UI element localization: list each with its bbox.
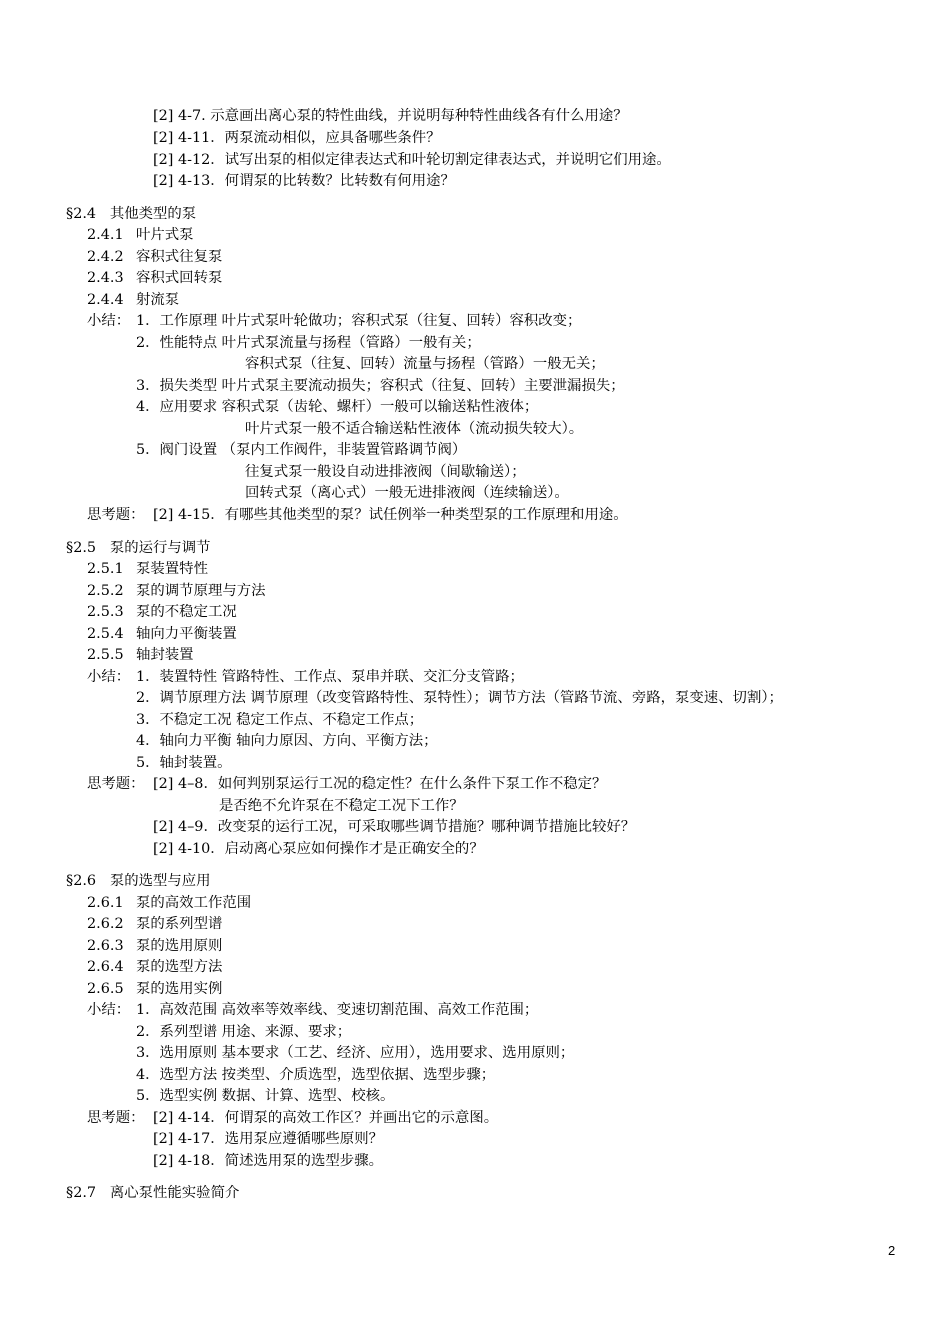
subsection-2-6-5: 2.6.5 泵的选用实例 [87,981,223,997]
summary-label: 小结： [87,669,131,685]
subsection-2-5-5: 2.5.5 轴封装置 [87,647,194,663]
summary-item-cont: 回转式泵（离心式）一般无进排液阀（连续输送）。 [245,485,569,501]
summary-item: 4．选型方法 按类型、介质选型，选型依据、选型步骤； [136,1067,496,1083]
think-label: 思考题： [87,1110,145,1126]
question-4-8-cont: 是否绝不允许泵在不稳定工况下工作？ [219,798,464,814]
subsection-2-5-1: 2.5.1 泵装置特性 [87,561,208,577]
summary-item: 1．工作原理 叶片式泵叶轮做功；容积式泵（往复、回转）容积改变； [136,313,582,329]
summary-item: 3．损失类型 叶片式泵主要流动损失；容积式（往复、回转）主要泄漏损失； [136,378,625,394]
subsection-2-4-2: 2.4.2 容积式往复泵 [87,249,223,265]
summary-item: 3．选用原则 基本要求（工艺、经济、应用），选用要求、选用原则； [136,1045,575,1061]
section-number: §2.5 [66,540,97,556]
summary-item-cont: 容积式泵（往复、回转）流量与扬程（管路）一般无关； [245,356,605,372]
subsection-2-6-4: 2.6.4 泵的选型方法 [87,959,223,975]
question-4-13: [2] 4-13．何谓泵的比转数？比转数有何用途？ [153,173,455,189]
summary-item: 1．高效范围 高效率等效率线、变速切割范围、高效工作范围； [136,1002,539,1018]
subsection-2-4-3: 2.4.3 容积式回转泵 [87,270,223,286]
question-4-18: [2] 4-18．简述选用泵的选型步骤。 [153,1153,383,1169]
summary-item: 1．装置特性 管路特性、工作点、泵串并联、交汇分支管路； [136,669,524,685]
subsection-2-5-3: 2.5.3 泵的不稳定工况 [87,604,237,620]
question-4-7: [2] 4-7. 示意画出离心泵的特性曲线，并说明每种特性曲线各有什么用途？ [153,108,628,124]
question-4-10: [2] 4-10．启动离心泵应如何操作才是正确安全的？ [153,841,484,857]
question-4-17: [2] 4-17．选用泵应遵循哪些原则？ [153,1131,383,1147]
question-4-11: [2] 4-11．两泵流动相似，应具备哪些条件？ [153,130,441,146]
question-4-15: [2] 4-15．有哪些其他类型的泵？试任例举一种类型泵的工作原理和用途。 [153,507,628,523]
subsection-2-4-1: 2.4.1 叶片式泵 [87,227,194,243]
summary-item: 2．性能特点 叶片式泵流量与扬程（管路）一般有关； [136,335,481,351]
summary-item: 2．系列型谱 用途、来源、要求； [136,1024,352,1040]
section-number: §2.4 [66,206,97,222]
summary-item: 4．应用要求 容积式泵（齿轮、螺杆）一般可以输送粘性液体； [136,399,539,415]
section-2-5-heading [66,538,211,558]
section-title: 离心泵性能实验简介 [109,1185,240,1201]
section-2-6-heading [66,871,211,891]
think-label: 思考题： [87,776,145,792]
section-number: §2.7 [66,1185,97,1201]
section-2-7-heading [66,1183,239,1203]
question-4-9: [2] 4–9．改变泵的运行工况，可采取哪些调节措施？哪种调节措施比较好？ [153,819,636,835]
section-2-4-heading [66,204,196,224]
think-label: 思考题： [87,507,145,523]
summary-item: 5．选型实例 数据、计算、选型、校核。 [136,1088,395,1104]
summary-item: 3．不稳定工况 稳定工作点、不稳定工作点； [136,712,424,728]
subsection-2-6-1: 2.6.1 泵的高效工作范围 [87,895,252,911]
page-number: 2 [888,1243,896,1258]
section-title: 泵的选型与应用 [109,873,211,889]
summary-label: 小结： [87,313,131,329]
summary-item: 5．轴封装置。 [136,755,232,771]
summary-item: 2．调节原理方法 调节原理（改变管路特性、泵特性）；调节方法（管路节流、旁路，泵变速、切割）； [136,690,783,706]
summary-item-cont: 叶片式泵一般不适合输送粘性液体（流动损失较大）。 [245,421,584,437]
subsection-2-6-3: 2.6.3 泵的选用原则 [87,938,223,954]
summary-item: 4．轴向力平衡 轴向力原因、方向、平衡方法； [136,733,438,749]
summary-item-cont: 往复式泵一般设自动进排液阀（间歇输送）； [245,464,526,480]
subsection-2-4-4: 2.4.4 射流泵 [87,292,180,308]
subsection-2-5-4: 2.5.4 轴向力平衡装置 [87,626,237,642]
question-4-14: [2] 4-14．何谓泵的高效工作区？并画出它的示意图。 [153,1110,499,1126]
section-number: §2.6 [66,873,97,889]
question-4-12: [2] 4-12．试写出泵的相似定律表达式和叶轮切割定律表达式，并说明它们用途。 [153,152,671,168]
question-4-8: [2] 4–8．如何判别泵运行工况的稳定性？在什么条件下泵工作不稳定？ [153,776,607,792]
section-title: 泵的运行与调节 [109,540,211,556]
summary-item: 5．阀门设置 （泵内工作阀件，非装置管路调节阀） [136,442,467,458]
section-title: 其他类型的泵 [109,206,197,222]
summary-label: 小结： [87,1002,131,1018]
subsection-2-6-2: 2.6.2 泵的系列型谱 [87,916,223,932]
subsection-2-5-2: 2.5.2 泵的调节原理与方法 [87,583,266,599]
